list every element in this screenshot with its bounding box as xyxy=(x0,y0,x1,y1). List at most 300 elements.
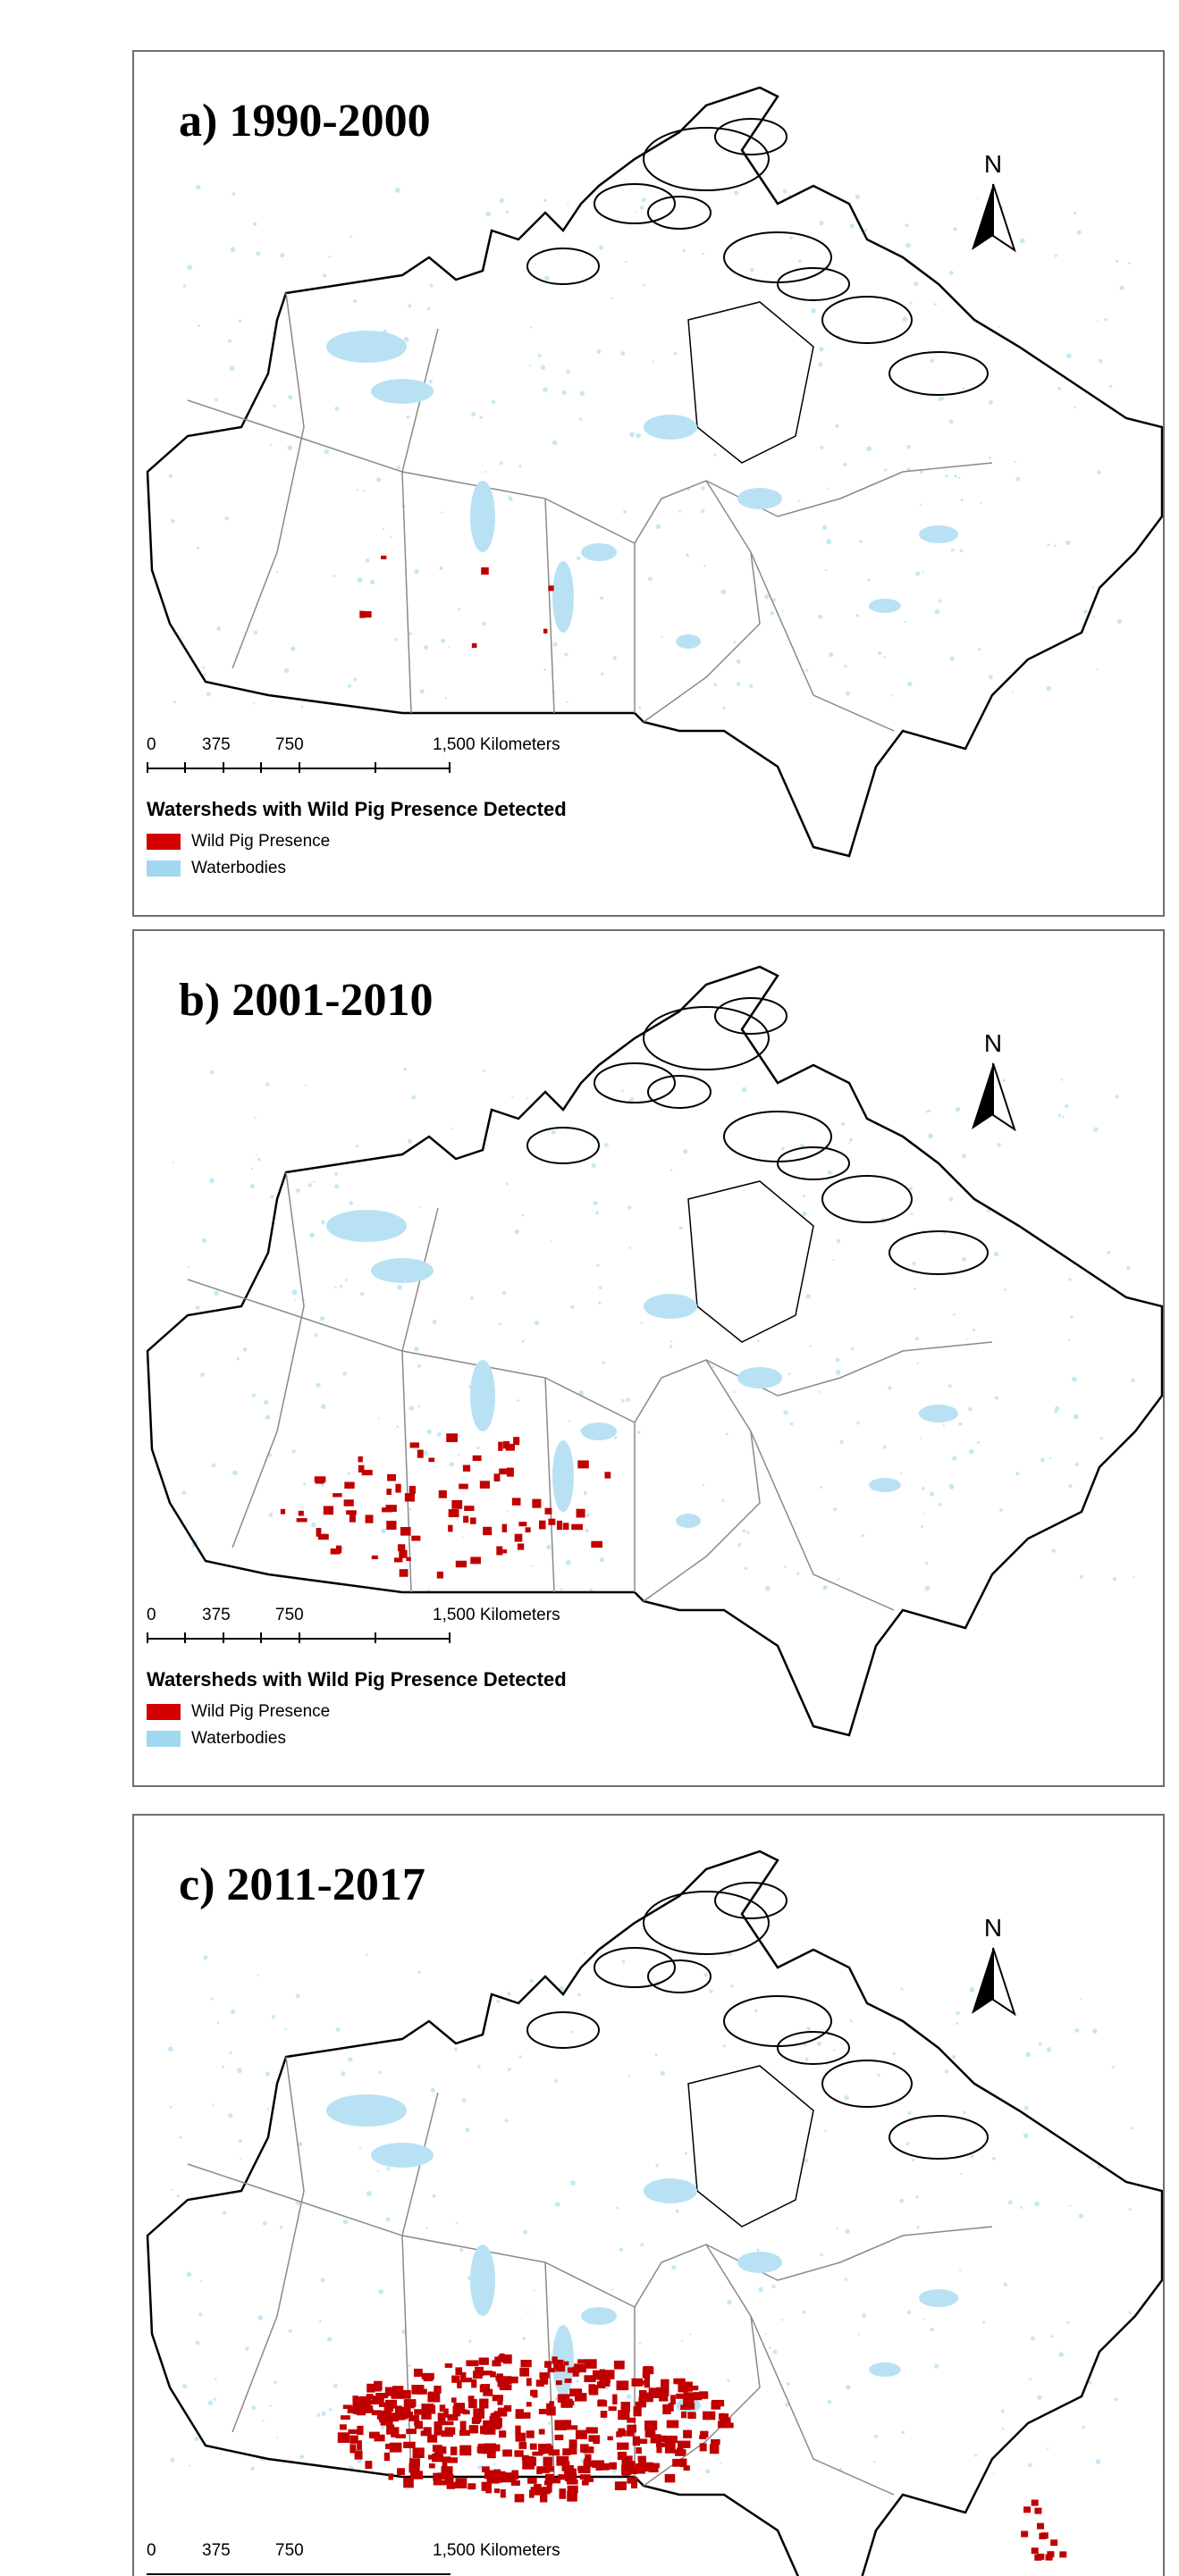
water-speckle xyxy=(818,615,822,619)
water-speckle xyxy=(1074,212,1076,214)
waterbody xyxy=(919,2289,958,2307)
water-speckle xyxy=(215,2378,217,2380)
water-speckle xyxy=(856,614,860,617)
water-speckle xyxy=(600,1557,604,1562)
water-speckle xyxy=(604,1143,609,1147)
water-speckle xyxy=(595,1211,599,1214)
water-speckle xyxy=(189,2464,191,2467)
water-speckle xyxy=(627,2395,632,2400)
water-speckle xyxy=(315,1333,318,1337)
water-speckle xyxy=(1092,586,1095,589)
water-speckle xyxy=(901,2430,905,2434)
waterbody xyxy=(644,1294,697,1319)
water-speckle xyxy=(826,539,831,544)
water-speckle xyxy=(378,2070,382,2074)
wild-pig-watershed xyxy=(564,2362,568,2366)
water-speckle xyxy=(353,677,357,681)
water-speckle xyxy=(441,511,442,513)
wild-pig-watershed xyxy=(495,2376,502,2380)
water-speckle xyxy=(198,2312,203,2317)
water-speckle xyxy=(648,577,653,582)
water-speckle xyxy=(534,2289,535,2291)
water-speckle xyxy=(960,549,964,552)
water-speckle xyxy=(240,2158,241,2160)
water-speckle xyxy=(1020,239,1025,244)
water-speckle xyxy=(357,489,358,491)
wild-pig-watershed xyxy=(394,1557,403,1562)
water-speckle xyxy=(202,1238,206,1243)
water-speckle xyxy=(323,273,326,277)
water-speckle xyxy=(956,1107,960,1112)
water-speckle xyxy=(333,575,336,577)
water-speckle xyxy=(903,316,908,322)
wild-pig-watershed xyxy=(494,2356,501,2362)
water-speckle xyxy=(404,1068,408,1071)
water-speckle xyxy=(788,1372,791,1375)
wild-pig-watershed xyxy=(451,1500,462,1509)
wild-pig-watershed xyxy=(358,1456,363,1462)
map-panel-a xyxy=(132,50,1165,917)
arctic-island xyxy=(822,297,912,343)
wild-pig-watershed xyxy=(518,1543,524,1549)
wild-pig-watershed xyxy=(544,2361,552,2368)
water-speckle xyxy=(714,684,717,686)
water-speckle xyxy=(806,2026,811,2031)
wild-pig-watershed xyxy=(281,1509,285,1515)
water-speckle xyxy=(953,1313,956,1316)
water-speckle xyxy=(265,2071,270,2076)
water-speckle xyxy=(564,652,568,656)
water-speckle xyxy=(406,415,409,419)
water-speckle xyxy=(702,253,704,256)
water-speckle xyxy=(294,1299,296,1301)
wild-pig-watershed xyxy=(397,2411,405,2420)
wild-pig-watershed xyxy=(700,2431,708,2438)
wild-pig-watershed xyxy=(526,2402,532,2406)
water-speckle xyxy=(334,407,339,411)
wild-pig-watershed xyxy=(578,2466,591,2473)
wild-pig-watershed xyxy=(556,2365,566,2371)
wild-pig-watershed xyxy=(539,2409,551,2414)
water-speckle xyxy=(568,1420,570,1422)
wild-pig-watershed xyxy=(639,2438,647,2444)
wild-pig-watershed xyxy=(463,1465,470,1472)
wild-pig-watershed xyxy=(710,2444,719,2454)
water-speckle xyxy=(263,2221,267,2226)
wild-pig-watershed xyxy=(548,1519,555,1525)
water-speckle xyxy=(492,400,496,405)
water-speckle xyxy=(726,1432,728,1435)
water-speckle xyxy=(555,2202,560,2207)
water-speckle xyxy=(809,1345,812,1347)
water-speckle xyxy=(1005,1288,1007,1291)
wild-pig-watershed xyxy=(597,2400,607,2406)
water-speckle xyxy=(855,195,860,199)
water-speckle xyxy=(584,1491,587,1495)
water-speckle xyxy=(917,1363,920,1365)
wild-pig-watershed xyxy=(559,2488,566,2499)
water-speckle xyxy=(309,1233,315,1238)
wild-pig-watershed xyxy=(661,2379,670,2387)
wild-pig-watershed xyxy=(567,2491,577,2502)
wild-pig-watershed xyxy=(610,2463,617,2470)
water-speckle xyxy=(701,509,704,513)
water-speckle xyxy=(841,1122,845,1126)
water-speckle xyxy=(196,185,201,190)
water-speckle xyxy=(948,1484,954,1489)
water-speckle xyxy=(703,565,706,567)
water-speckle xyxy=(224,516,229,521)
water-speckle xyxy=(289,2329,292,2333)
wild-pig-watershed xyxy=(463,2410,470,2414)
wild-pig-watershed xyxy=(665,2474,676,2483)
water-speckle xyxy=(721,590,727,595)
water-speckle xyxy=(838,1578,839,1580)
arctic-island xyxy=(594,1063,675,1103)
water-speckle xyxy=(956,2022,958,2025)
wild-pig-watershed xyxy=(318,1534,329,1540)
water-speckle xyxy=(980,502,981,504)
water-speckle xyxy=(269,2405,272,2408)
water-speckle xyxy=(864,229,868,232)
water-speckle xyxy=(203,1955,207,1959)
water-speckle xyxy=(576,2379,578,2382)
water-speckle xyxy=(264,1400,268,1405)
wild-pig-watershed xyxy=(633,2437,640,2446)
water-speckle xyxy=(805,669,808,672)
water-speckle xyxy=(522,2337,526,2340)
water-speckle xyxy=(627,1205,631,1209)
water-speckle xyxy=(723,2044,726,2047)
water-speckle xyxy=(859,540,863,543)
water-speckle xyxy=(848,1142,850,1144)
water-speckle xyxy=(820,446,823,449)
water-speckle xyxy=(811,308,816,314)
wild-pig-watershed xyxy=(638,2458,646,2464)
wild-pig-watershed xyxy=(585,2454,591,2462)
north-arrow-icon xyxy=(966,1914,1020,2030)
wild-pig-watershed xyxy=(389,2473,393,2480)
water-speckle xyxy=(274,2380,278,2384)
water-speckle xyxy=(321,1404,326,1409)
wild-pig-watershed xyxy=(364,611,371,617)
arctic-island xyxy=(778,2032,849,2064)
wild-pig-watershed xyxy=(489,2448,494,2456)
wild-pig-watershed xyxy=(680,2404,691,2410)
water-speckle xyxy=(844,665,847,668)
water-speckle xyxy=(476,1447,479,1449)
wild-pig-watershed xyxy=(349,2436,358,2444)
water-speckle xyxy=(960,2173,962,2175)
wild-pig-watershed xyxy=(564,2469,577,2474)
legend-item-waterbodies: Waterbodies xyxy=(147,859,772,878)
water-speckle xyxy=(390,536,392,538)
water-speckle xyxy=(629,432,635,437)
water-speckle xyxy=(370,580,375,585)
water-speckle xyxy=(655,2164,658,2167)
water-speckle xyxy=(781,1146,785,1150)
water-speckle xyxy=(461,1536,463,1538)
water-speckle xyxy=(904,621,905,623)
water-speckle xyxy=(916,2226,919,2228)
water-speckle xyxy=(423,1450,428,1456)
wild-pig-watershed xyxy=(479,2399,488,2409)
water-speckle xyxy=(958,476,961,479)
wild-pig-watershed xyxy=(386,2424,394,2434)
water-speckle xyxy=(612,656,617,660)
wild-pig-watershed xyxy=(683,2430,692,2438)
wild-pig-watershed xyxy=(497,2396,502,2405)
water-speckle xyxy=(408,2364,411,2367)
waterbody xyxy=(552,1440,574,1512)
scale-label-375: 375 xyxy=(202,2541,231,2560)
water-speckle xyxy=(790,1422,794,1426)
water-speckle xyxy=(560,1588,563,1590)
water-speckle xyxy=(931,2328,935,2332)
water-speckle xyxy=(1083,609,1088,614)
waterbody xyxy=(869,1478,901,1492)
wild-pig-watershed xyxy=(520,2360,531,2367)
arctic-island xyxy=(889,2116,988,2159)
water-speckle xyxy=(250,2467,254,2471)
water-speckle xyxy=(324,449,329,454)
water-speckle xyxy=(343,2219,349,2225)
wild-pig-watershed xyxy=(694,2392,703,2400)
wild-pig-watershed xyxy=(679,2449,686,2454)
wild-pig-watershed xyxy=(551,2478,560,2483)
water-speckle xyxy=(925,1586,931,1591)
map-panel-b xyxy=(132,929,1165,1787)
water-speckle xyxy=(570,2180,576,2186)
water-speckle xyxy=(822,1585,827,1590)
water-speckle xyxy=(395,188,400,193)
water-speckle xyxy=(517,1399,519,1402)
waterbody xyxy=(552,561,574,633)
water-speckle xyxy=(441,639,445,643)
water-speckle xyxy=(404,337,409,342)
water-speckle xyxy=(552,1130,556,1135)
water-speckle xyxy=(952,2055,956,2060)
water-speckle xyxy=(237,2068,242,2073)
water-speckle xyxy=(968,1407,973,1412)
water-speckle xyxy=(828,1171,832,1175)
water-speckle xyxy=(566,1560,571,1565)
legend-item-wild-pig: Wild Pig Presence xyxy=(147,832,772,852)
water-speckle xyxy=(554,2079,558,2083)
north-arrow xyxy=(966,150,1020,266)
wild-pig-watershed xyxy=(449,1509,459,1517)
water-speckle xyxy=(514,1229,519,1235)
wild-pig-watershed xyxy=(554,2435,563,2440)
water-speckle xyxy=(445,697,448,700)
water-speckle xyxy=(499,1323,501,1326)
water-speckle xyxy=(851,1347,854,1350)
wild-pig-watershed xyxy=(614,2361,625,2370)
water-speckle xyxy=(251,1168,253,1170)
wild-pig-watershed xyxy=(552,2356,557,2363)
water-speckle xyxy=(640,2243,644,2246)
wild-pig-watershed xyxy=(711,2439,720,2445)
wild-pig-watershed xyxy=(539,2429,545,2435)
water-speckle xyxy=(511,1095,513,1097)
water-speckle xyxy=(710,1989,713,1993)
water-speckle xyxy=(949,420,954,424)
water-speckle xyxy=(342,1372,347,1376)
wild-pig-watershed xyxy=(580,2444,589,2453)
water-speckle xyxy=(948,1384,952,1388)
water-speckle xyxy=(744,1566,747,1570)
water-speckle xyxy=(254,1117,256,1119)
water-speckle xyxy=(1116,1095,1119,1098)
water-speckle xyxy=(321,2278,325,2283)
wild-pig-watershed xyxy=(530,2457,536,2466)
water-speckle xyxy=(817,2042,821,2046)
water-speckle xyxy=(195,2437,199,2441)
water-speckle xyxy=(298,2142,302,2146)
wild-pig-watershed xyxy=(511,2470,518,2479)
water-speckle xyxy=(643,284,645,287)
water-speckle xyxy=(825,569,827,571)
water-speckle xyxy=(215,398,218,401)
water-speckle xyxy=(1058,1114,1061,1117)
water-speckle xyxy=(1082,2426,1085,2429)
water-speckle xyxy=(450,1462,454,1466)
water-speckle xyxy=(1097,470,1101,474)
water-speckle xyxy=(1070,1315,1073,1318)
water-speckle xyxy=(858,2333,861,2336)
water-speckle xyxy=(360,1292,365,1296)
water-speckle xyxy=(856,1422,860,1425)
wild-pig-watershed xyxy=(539,2372,549,2379)
water-speckle xyxy=(960,499,963,501)
water-speckle xyxy=(1062,1116,1065,1119)
waterbody xyxy=(676,634,701,649)
water-speckle xyxy=(228,2113,232,2118)
water-speckle xyxy=(683,249,686,253)
water-speckle xyxy=(585,1529,589,1532)
water-speckle xyxy=(462,2098,467,2102)
scale-label-1500: 1,500 Kilometers xyxy=(433,1606,560,1624)
wild-pig-watershed xyxy=(414,2409,421,2414)
wild-pig-watershed xyxy=(496,1547,502,1556)
wild-pig-watershed xyxy=(352,2396,358,2405)
water-speckle xyxy=(802,1212,807,1217)
water-speckle xyxy=(1008,2201,1013,2205)
water-speckle xyxy=(1074,2028,1079,2033)
wild-pig-watershed xyxy=(409,1486,416,1494)
wild-pig-watershed xyxy=(415,2421,423,2429)
water-speckle xyxy=(1096,2459,1101,2464)
water-speckle xyxy=(920,504,922,506)
wild-pig-watershed xyxy=(297,1518,307,1522)
wild-pig-watershed xyxy=(428,1457,434,1462)
water-speckle xyxy=(654,2053,657,2056)
water-speckle xyxy=(884,468,887,471)
water-speckle xyxy=(376,477,381,482)
water-speckle xyxy=(426,1430,432,1435)
water-speckle xyxy=(284,2028,286,2030)
wild-pig-watershed xyxy=(386,1521,396,1530)
water-speckle xyxy=(915,571,920,575)
wild-pig-watershed xyxy=(374,2384,382,2391)
scale-label-375: 375 xyxy=(202,1606,231,1624)
hudson-bay xyxy=(688,302,813,463)
water-speckle xyxy=(912,2159,914,2161)
water-speckle xyxy=(334,1287,337,1289)
wild-pig-watershed xyxy=(589,2385,598,2396)
water-speckle xyxy=(625,261,627,264)
wild-pig-watershed xyxy=(464,1506,474,1511)
water-speckle xyxy=(451,1128,453,1129)
water-speckle xyxy=(1091,2162,1092,2164)
wild-pig-watershed xyxy=(365,2461,372,2469)
wild-pig-watershed xyxy=(667,2421,679,2429)
wild-pig-watershed xyxy=(519,2368,529,2377)
wild-pig-watershed xyxy=(406,2429,417,2434)
water-speckle xyxy=(409,1405,414,1410)
hudson-bay xyxy=(688,2066,813,2227)
wild-pig-watershed xyxy=(514,2450,523,2456)
wild-pig-watershed xyxy=(451,2482,457,2488)
water-speckle xyxy=(827,488,829,490)
water-speckle xyxy=(705,2469,710,2473)
water-speckle xyxy=(567,204,568,206)
province-boundary xyxy=(232,293,304,668)
water-speckle xyxy=(543,668,546,671)
water-speckle xyxy=(915,1337,919,1340)
arctic-island xyxy=(889,352,988,395)
wild-pig-watershed xyxy=(615,2481,627,2490)
water-speckle xyxy=(1096,668,1098,670)
water-speckle xyxy=(828,2400,832,2404)
wild-pig-watershed xyxy=(392,2386,403,2391)
legend-item-waterbodies: Waterbodies xyxy=(147,1729,772,1749)
wild-pig-watershed xyxy=(494,2488,500,2493)
water-speckle xyxy=(599,246,603,250)
wild-pig-watershed xyxy=(648,2429,655,2436)
water-speckle xyxy=(1100,1437,1103,1439)
water-speckle xyxy=(273,405,275,407)
wild-pig-watershed xyxy=(338,2432,349,2443)
water-speckle xyxy=(1072,1377,1077,1382)
water-speckle xyxy=(1031,2337,1035,2341)
water-speckle xyxy=(458,1454,459,1456)
wild-pig-watershed xyxy=(683,2392,695,2400)
wild-pig-watershed xyxy=(398,1544,405,1551)
wild-pig-watershed xyxy=(577,1460,588,1468)
water-speckle xyxy=(454,2048,458,2052)
water-speckle xyxy=(989,675,993,679)
arctic-island xyxy=(594,1948,675,1987)
water-speckle xyxy=(956,2011,959,2015)
water-speckle xyxy=(883,656,886,659)
water-speckle xyxy=(1020,2206,1023,2209)
water-speckle xyxy=(765,2333,767,2335)
water-speckle xyxy=(459,2248,463,2252)
wild-pig-watershed xyxy=(386,1505,397,1512)
wild-pig-watershed xyxy=(526,2430,535,2438)
wild-pig-watershed xyxy=(532,1499,541,1508)
water-speckle xyxy=(522,1214,525,1217)
water-speckle xyxy=(500,198,504,203)
water-speckle xyxy=(962,1154,966,1158)
water-speckle xyxy=(661,635,662,637)
waterbody xyxy=(737,2252,782,2273)
wild-pig-watershed xyxy=(571,1524,583,1531)
water-speckle xyxy=(974,2454,977,2457)
water-speckle xyxy=(544,275,550,281)
wild-pig-watershed xyxy=(434,2446,446,2454)
